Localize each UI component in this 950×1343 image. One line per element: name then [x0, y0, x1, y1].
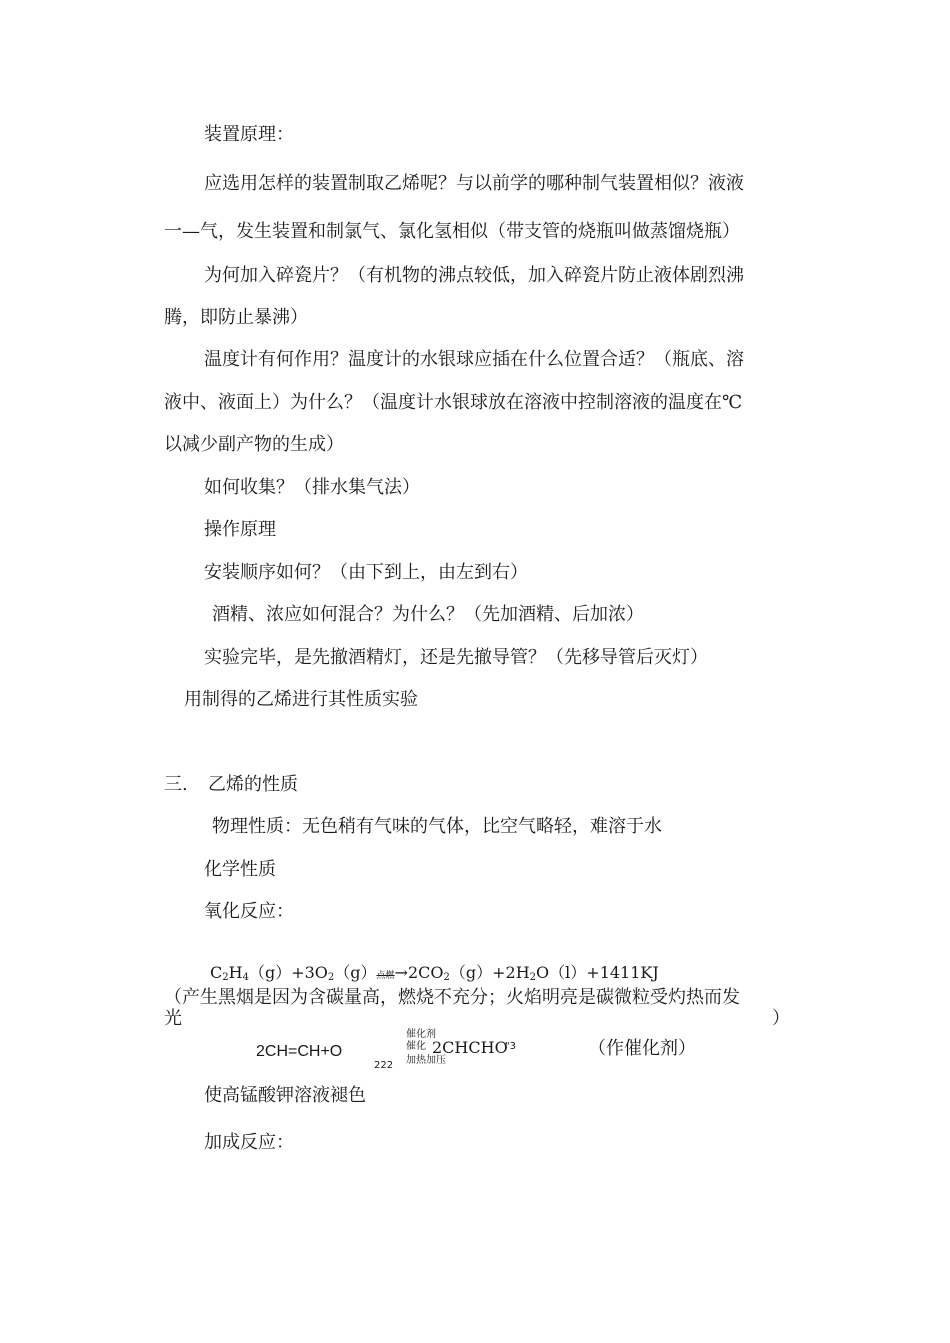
- eq-text: 2CO: [407, 963, 444, 982]
- section-number: 三.: [164, 774, 188, 795]
- paragraph-line: 应选用怎样的装置制取乙烯呢？与以前学的哪种制气装置相似？液液: [204, 173, 744, 194]
- heading-apparatus-principle: 装置原理：: [204, 124, 294, 145]
- paragraph-line-end: ）: [772, 1008, 790, 1029]
- eq2-catalyst-mid: 催化: [406, 1041, 426, 1052]
- paragraph-line: 使高锰酸钾溶液褪色: [204, 1085, 366, 1106]
- eq-text: O（l）+1411KJ: [536, 963, 659, 982]
- eq-text: （g）+2H: [449, 963, 530, 982]
- eq2-subscripts: 222: [374, 1060, 394, 1071]
- paragraph-line: 用制得的乙烯进行其性质实验: [184, 689, 418, 710]
- paragraph-line: 以减少副产物的生成）: [164, 434, 344, 455]
- eq-subscript: 2: [222, 972, 229, 983]
- paragraph-line: （产生黑烟是因为含碳量高，燃烧不充分；火焰明亮是碳微粒受灼热而发: [164, 987, 740, 1008]
- eq-text: H: [228, 963, 243, 982]
- eq2-note: （作催化剂）: [588, 1038, 696, 1059]
- paragraph-line: 温度计有何作用？温度计的水银球应插在什么位置合适？（瓶底、溶: [204, 349, 744, 370]
- eq2-catalyst-bottom: 加热加压: [406, 1055, 446, 1066]
- paragraph-line: 物理性质：无色稍有气味的气体，比空气略轻，难溶于水: [212, 816, 662, 837]
- eq-subscript: 2: [327, 972, 335, 983]
- eq2-product-superscript: "3: [505, 1041, 516, 1052]
- eq-subscript: 2: [443, 972, 450, 983]
- paragraph-line: 为何加入碎瓷片？（有机物的沸点较低，加入碎瓷片防止液体剧烈沸: [204, 265, 744, 286]
- combustion-equation: [210, 962, 659, 989]
- reaction-condition: 点燃: [376, 971, 395, 981]
- paragraph-line: 酒精、浓应如何混合？为什么？（先加酒精、后加浓）: [212, 604, 644, 625]
- eq2-catalyst-top: 催化剂: [406, 1029, 436, 1040]
- eq-text: C: [210, 963, 223, 982]
- paragraph-line: 液中、液面上）为什么？（温度计水银球放在溶液中控制溶液的温度在℃: [164, 392, 743, 413]
- eq-text: （g）: [334, 963, 377, 982]
- eq2-product: 2CHCHO: [432, 1038, 508, 1057]
- eq-subscript: 4: [242, 972, 249, 983]
- paragraph-line: 安装顺序如何？（由下到上，由左到右）: [204, 562, 528, 583]
- paragraph-line: 一—气，发生装置和制氯气、氯化氢相似（带支管的烧瓶叫做蒸馏烧瓶）: [164, 221, 740, 242]
- paragraph-line: 腾，即防止暴沸）: [164, 307, 308, 328]
- eq2-left: 2CH=CH+O: [256, 1043, 343, 1060]
- heading-chemical-properties: 化学性质: [204, 859, 276, 880]
- eq-text: （g）+3O: [248, 963, 328, 982]
- heading-operation-principle: 操作原理: [204, 519, 276, 540]
- paragraph-line: 光: [164, 1008, 182, 1029]
- heading-oxidation: 氧化反应：: [204, 901, 294, 922]
- paragraph-line: 实验完毕，是先撤酒精灯，还是先撤导管？（先移导管后灭灯）: [204, 647, 708, 668]
- heading-addition-reaction: 加成反应：: [204, 1132, 294, 1153]
- section-title: 乙烯的性质: [208, 774, 298, 795]
- eq-subscript: 2: [529, 972, 537, 983]
- paragraph-line: 如何收集？（排水集气法）: [204, 477, 420, 498]
- reaction-arrow-icon: →: [394, 963, 408, 982]
